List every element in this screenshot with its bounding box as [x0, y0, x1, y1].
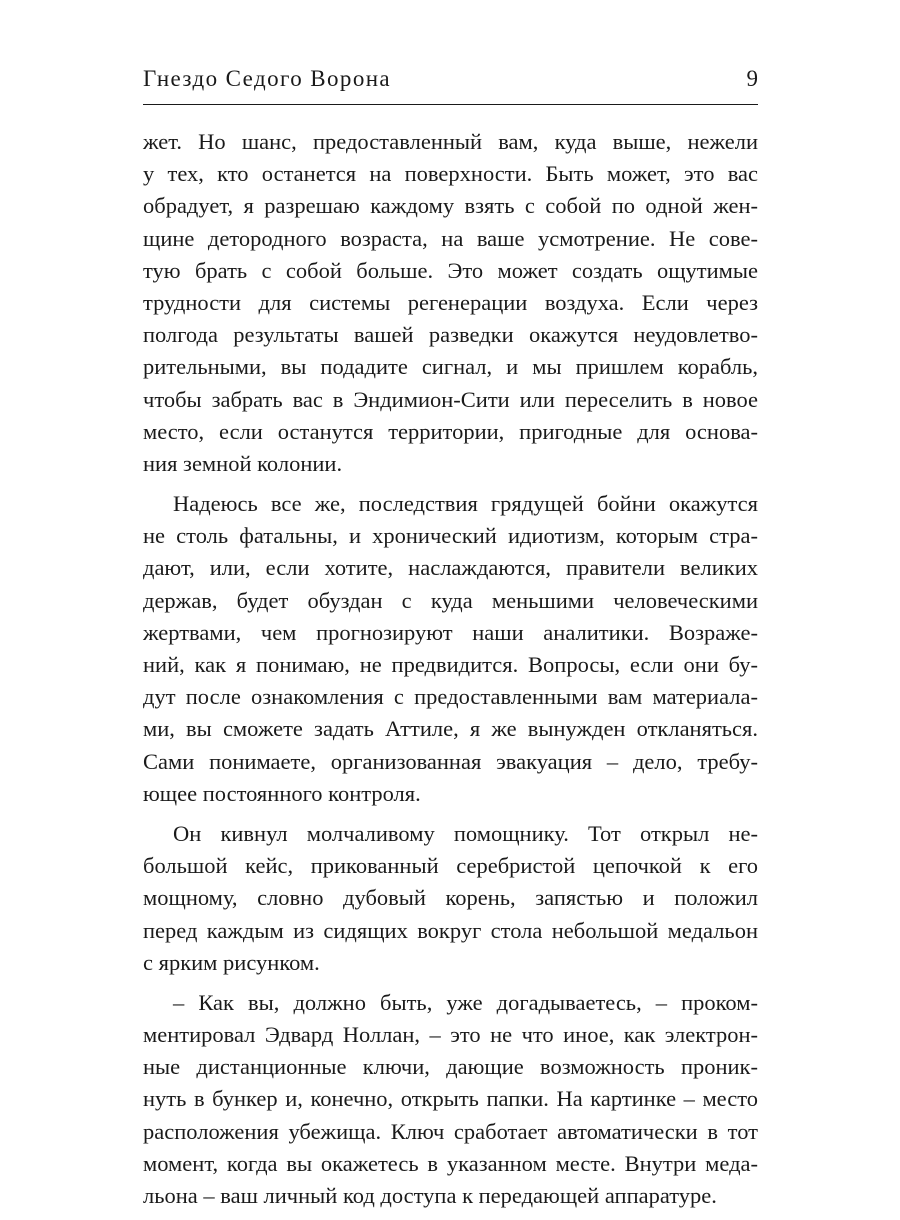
text-line: ющее постоянного контроля.: [143, 780, 421, 806]
text-line: ния земной колонии.: [143, 450, 343, 476]
paragraph: [143, 987, 758, 1212]
text-line: мощному, словно дубовый корень, запястью и положил: [143, 885, 758, 911]
running-title: Гнездо Седого Ворона: [143, 66, 392, 91]
text-line: держав, будет обуздан с куда меньшими человеческими: [143, 587, 758, 613]
text-line: щине детородного возраста, на ваше усмотрение. Не сове-: [143, 225, 758, 251]
text-line: ний, как я понимаю, не предвидится. Вопросы, если они бу-: [143, 652, 758, 677]
text-line: ные дистанционные ключи, дающие возможность проник-: [143, 1054, 758, 1080]
text-line: дают, или, если хотите, наслаждаются, правители великих: [143, 555, 758, 581]
text-line: Сами понимаете, организованная эвакуация – дело, требу-: [143, 748, 758, 774]
text-line: – Как вы, должно быть, уже догадываетесь, – проком-: [173, 989, 758, 1015]
header-rule: [143, 104, 758, 105]
text-line: не столь фатальны, и хронический идиотизм, которым стра-: [143, 523, 758, 549]
text-line: место, если останутся территории, пригодные для основа-: [143, 418, 758, 444]
text-line: чтобы забрать вас в Эндимион-Сити или переселить в новое: [143, 386, 758, 412]
text-line: трудности для системы регенерации воздуха. Если через: [143, 289, 758, 315]
text-line: расположения убежища. Ключ сработает автоматически в тот: [143, 1118, 758, 1144]
text-line: обрадует, я разрешаю каждому взять с собой по одной жен-: [143, 193, 758, 219]
text-line: рительными, вы подадите сигнал, и мы пришлем корабль,: [143, 354, 758, 380]
body-text: [143, 126, 758, 1220]
running-head: [143, 66, 758, 96]
text-line: ментировал Эдвард Ноллан, – это не что иное, как электрон-: [143, 1022, 758, 1048]
paragraph: [143, 126, 758, 480]
text-line: жертвами, чем прогнозируют наши аналитики. Возраже-: [143, 619, 758, 645]
text-line: тую брать с собой больше. Это может создать ощутимые: [143, 257, 758, 283]
paragraph: [143, 818, 758, 979]
text-line: полгода результаты вашей разведки окажутся неудовлетво-: [143, 322, 758, 348]
text-line: с ярким рисунком.: [143, 949, 320, 975]
text-line: перед каждым из сидящих вокруг стола небольшой медальон: [143, 917, 758, 943]
paragraph: [143, 488, 758, 810]
text-line: у тех, кто останется на поверхности. Быть может, это вас: [143, 161, 758, 187]
page-number: 9: [746, 66, 758, 91]
text-line: момент, когда вы окажетесь в указанном месте. Внутри меда-: [143, 1150, 758, 1176]
text-line: дут после ознакомления с предоставленными вам материала-: [143, 684, 758, 710]
text-line: Он кивнул молчаливому помощнику. Тот открыл не-: [173, 820, 758, 846]
text-line: большой кейс, прикованный серебристой цепочкой к его: [143, 853, 758, 879]
text-line: Надеюсь все же, последствия грядущей бойни окажутся: [173, 491, 758, 517]
text-line: ми, вы сможете задать Аттиле, я же вынужден откланяться.: [143, 716, 758, 742]
text-line: жет. Но шанс, предоставленный вам, куда выше, нежели: [143, 129, 758, 154]
text-line: нуть в бункер и, конечно, открыть папки. На картинке – место: [143, 1086, 758, 1112]
text-line: льона – ваш личный код доступа к передающей аппаратуре.: [143, 1183, 717, 1208]
